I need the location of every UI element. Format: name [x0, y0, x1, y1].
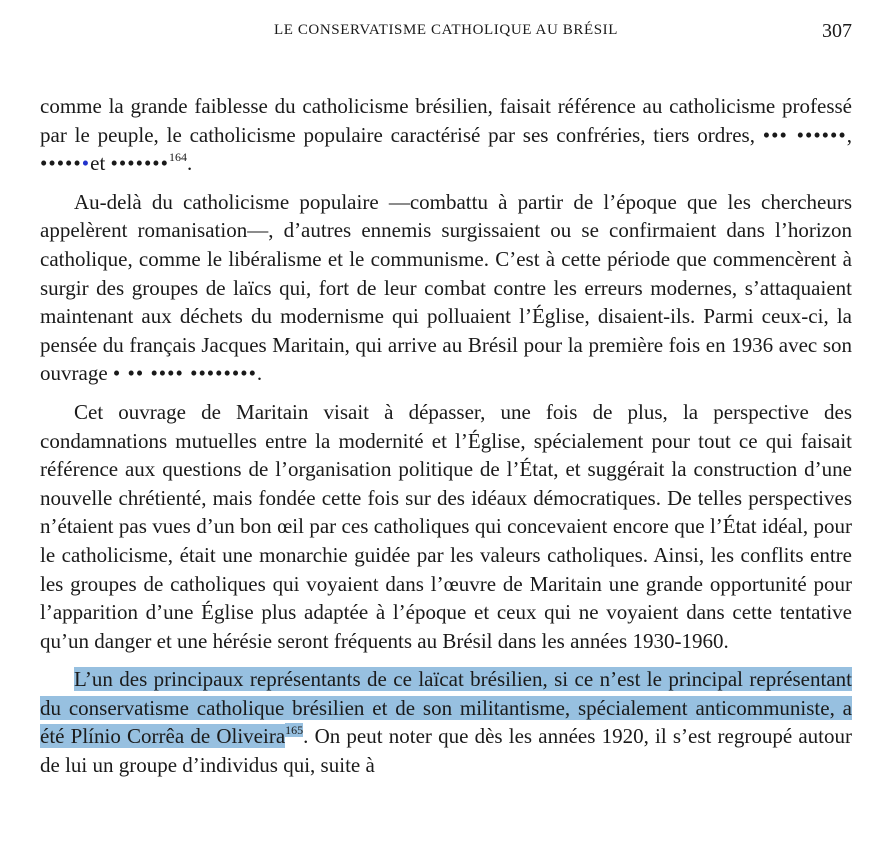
redacted-book-title: • •• •••• •••••••• [112, 361, 257, 386]
running-header [0, 22, 892, 44]
text-selection-highlight[interactable]: L’un des principaux représentants de ce laïcat brésilien, si ce n’est le principal représentant du conservatisme catholique brésilien et de son militantisme, spécialement anticommuniste, a été Plínio Corrêa de Oliveira [40, 667, 852, 749]
conjunction-et: et [90, 151, 111, 176]
page-number: 307 [822, 20, 852, 42]
footnote-ref-164[interactable]: 164 [169, 150, 187, 165]
text-cursor: • [81, 151, 91, 176]
paragraph-1[interactable]: comme la grande faiblesse du catholicisme brésilien, faisait référence au catholicisme professé par le peuple, le catholicisme populaire caractérisé par ses confréries, tiers ordres, ••• ••••••, ••••••et •••••••$^{164}$. [40, 94, 852, 176]
comma-separator: , [846, 122, 852, 147]
redacted-italic-title-1: ••• •••••• [762, 122, 847, 147]
paragraph-2[interactable]: Au-delà du catholicisme populaire —combattu à partir de l’époque que les chercheurs appelèrent romanisation—, d’autres ennemis surgissaient ou se confirmaient dans l’horizon catholique, comme le libéralisme et le communisme. C’est à cette période que commencèrent à surgir des groupes de laïcs qui, fort de leur combat contre les erreurs modernes, s’attaquaient maintenant aux déchets du modernisme qui polluaient l’Église, disaient-ils. Parmi ceux-ci, la pensée du français Jacques Maritain, qui arrive au Brésil pour la première fois en 1936 avec son ouvrage • •• •••• ••••••••. [40, 189, 852, 386]
paragraph-4[interactable] [40, 665, 852, 779]
paragraph-1-text[interactable]: comme la grande faiblesse du catholicisme brésilien, faisait référence au catholicisme professé par le peuple, le catholicisme populaire caractérisé par ses confréries, tiers ordres, [40, 94, 852, 147]
redacted-italic-title-2: •••••• [40, 151, 91, 176]
paragraph-2-text[interactable]: Au-delà du catholicisme populaire —combattu à partir de l’époque que les chercheurs appelèrent romanisation—, d’autres ennemis surgissaient ou se confirmaient dans l’horizon catholique, comme le libéralisme et le communisme. C’est à cette période que commencèrent à surgir des groupes de laïcs qui, fort de leur combat contre les erreurs modernes, s’attaquaient maintenant aux déchets du modernisme qui polluaient l’Église, disaient-ils. Parmi ceux-ci, la pensée du français Jacques Maritain, qui arrive au Brésil pour la première fois en 1936 avec son ouvrage [40, 189, 852, 386]
paragraph-3[interactable] [40, 398, 852, 655]
footnote-ref-165[interactable]: 165 [285, 723, 304, 738]
redacted-italic-title-3: ••••••• [110, 151, 169, 176]
body-text [40, 92, 852, 780]
paragraph-3-text[interactable]: Cet ouvrage de Maritain visait à dépasser, une fois de plus, la perspective des condamnations mutuelles entre la modernité et l’Église, spécialement pour tout ce qui faisait référence aux questions de l’organisation politique de l’État, et suggérait la construction d’une nouvelle chrétienté, mais fondée cette fois sur des idéaux démocratiques. De telles perspectives n’étaient pas vues d’un bon œil par ces catholiques qui concevaient encore que l’État idéal, pour le catholicisme, était une monarchie guidée par les valeurs catholiques. Ainsi, les conflits entre les groupes de catholiques qui voyaient dans l’œuvre de Maritain une grande opportunité pour l’apparition d’une Église plus adaptée à l’époque et ceux qui ne voyaient dans cette tentative qu’un danger et une hérésie seront fréquents au Brésil dans les années 1930-1960. [40, 399, 852, 653]
paragraph-4-rest[interactable]: . On peut noter que dès les années 1920, il s’est regroupé autour de lui un groupe d’individus qui, suite à [40, 724, 852, 778]
running-title: LE CONSERVATISME CATHOLIQUE AU BRÉSIL [273, 22, 619, 38]
